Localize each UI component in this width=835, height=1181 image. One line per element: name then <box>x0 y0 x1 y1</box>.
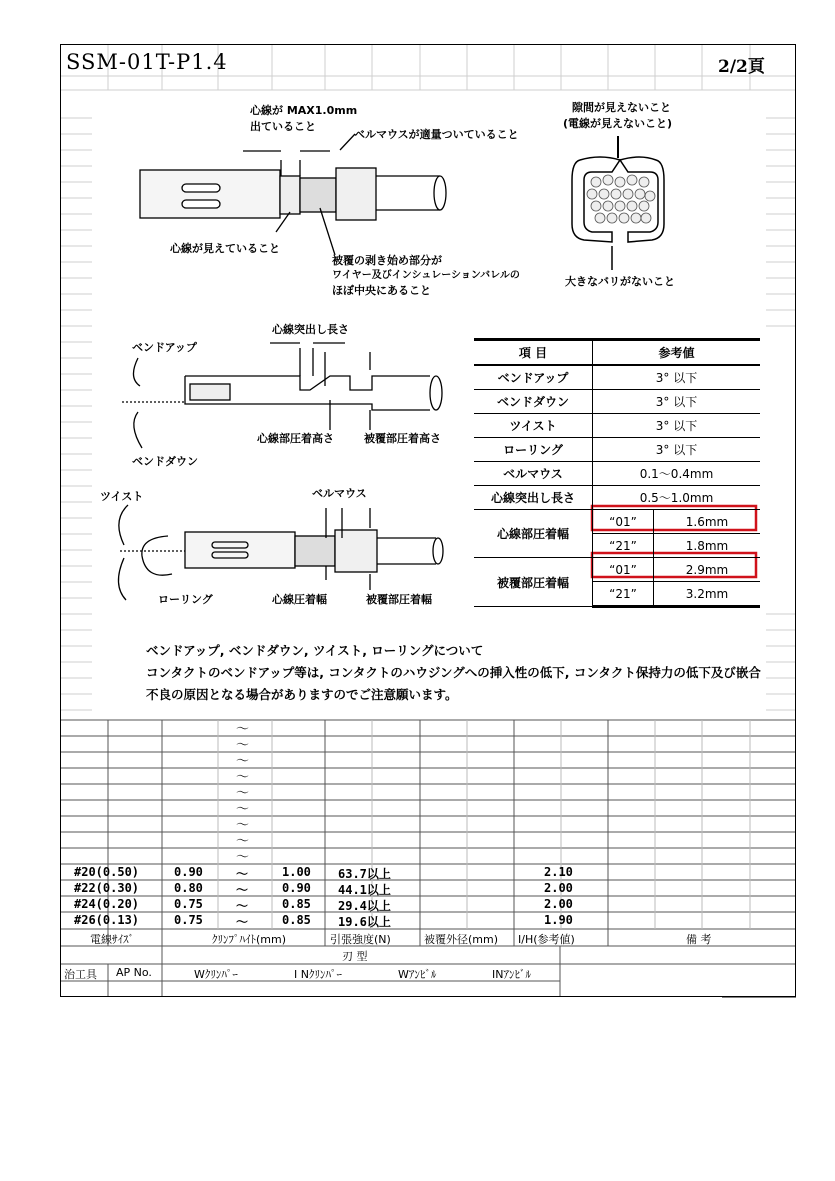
cell-od: 2.00 <box>544 881 573 895</box>
tilde-column <box>236 722 249 866</box>
label-bellmouth-ok: ベルマウスが適量ついていること <box>354 128 519 141</box>
label-core-crimp-w: 心線圧着幅 <box>272 593 327 606</box>
cell-wire: #26(0.13) <box>74 913 140 927</box>
label-bendup: ベンドアップ <box>132 341 197 354</box>
cell-od: 2.10 <box>544 865 573 879</box>
note-line: 不良の原因となる場合がありますのでご注意願います。 <box>146 687 458 702</box>
ref-code: “01” <box>593 510 654 534</box>
note-line: コンタクトのベンドアップ等は, コンタクトのハウジングへの挿入性の低下, コンタクト保持力の低下及び嵌合 <box>146 665 761 680</box>
tilde: ～ <box>236 754 250 769</box>
label-benddown: ベンドダウン <box>132 455 198 468</box>
table-row <box>60 897 796 913</box>
reference-table <box>474 338 760 608</box>
header-tool: 治工具 <box>64 968 97 981</box>
table-row <box>60 881 796 897</box>
ref-value: 3° 以下 <box>593 365 761 390</box>
ref-item-core-width: 心線部圧着幅 <box>474 510 593 558</box>
page-number: 2/2頁 <box>718 57 765 77</box>
ref-item: ベルマウス <box>474 462 593 486</box>
label-bellmouth: ベルマウス <box>312 487 367 500</box>
ref-value: 0.5～1.0mm <box>593 486 761 510</box>
ref-item: ベンドダウン <box>474 390 593 414</box>
label-strip-1: 被覆の剥き始め部分が <box>332 254 442 267</box>
tilde: ～ <box>236 738 250 753</box>
cell-wire: #22(0.30) <box>74 881 140 895</box>
header-in-anvil: INｱﾝﾋﾞﾙ <box>492 968 531 981</box>
tilde: ～ <box>236 834 250 849</box>
cell-min: 0.75 <box>174 897 203 911</box>
header-ap-no: AP No. <box>116 966 152 979</box>
tilde: ～ <box>236 786 250 801</box>
label-strip-3: ほぼ中央にあること <box>332 284 431 297</box>
cell-tilde: ～ <box>236 867 249 881</box>
table-row <box>60 913 796 929</box>
cell-tensile: 29.4以上 <box>338 899 391 913</box>
cell-wire: #20(0.50) <box>74 865 140 879</box>
cell-tensile: 44.1以上 <box>338 883 391 897</box>
label-strip-2: ワイヤー及びインシュレーションバレルの <box>332 270 520 281</box>
ref-item: ベンドアップ <box>474 365 593 390</box>
label-core-crimp-h: 心線部圧着高さ <box>257 432 334 445</box>
tilde: ～ <box>236 802 250 817</box>
header-blade: 刃 型 <box>342 950 368 963</box>
ref-item: 心線突出し長さ <box>474 486 593 510</box>
crimp-cross-section <box>572 136 664 270</box>
label-gap2: (電線が見えないこと) <box>563 117 673 130</box>
ref-value: 3.2mm <box>654 582 761 607</box>
header-w-crimper: Wｸﾘﾝﾊﾟｰ <box>194 968 238 981</box>
header-crimp-height: ｸﾘﾝﾌﾟﾊｲﾄ(mm) <box>212 933 287 946</box>
ref-value: 3° 以下 <box>593 414 761 438</box>
label-rolling: ローリング <box>158 593 213 606</box>
cell-max: 1.00 <box>282 865 311 879</box>
ref-code: “21” <box>593 582 654 607</box>
label-ins-crimp-w: 被覆部圧着幅 <box>366 593 432 606</box>
cell-od: 1.90 <box>544 913 573 927</box>
label-gap1: 隙間が見えないこと <box>572 101 671 114</box>
ref-item: ツイスト <box>474 414 593 438</box>
cell-max: 0.85 <box>282 913 311 927</box>
cell-tensile: 19.6以上 <box>338 915 391 929</box>
label-core-max: 心線が MAX1.0mm <box>250 104 358 117</box>
table-row <box>60 865 796 881</box>
header-wire-size: 電線ｻｲｽﾞ <box>90 933 134 946</box>
cell-tensile: 63.7以上 <box>338 867 391 881</box>
header-remark: 備 考 <box>686 933 712 946</box>
label-burr: 大きなバリがないこと <box>565 275 675 288</box>
label-core-protrude: 心線突出し長さ <box>272 323 349 336</box>
document-title: SSM-01T-P1.4 <box>66 50 228 74</box>
cell-od: 2.00 <box>544 897 573 911</box>
ref-value: 3° 以下 <box>593 438 761 462</box>
cell-tilde: ～ <box>236 899 249 913</box>
contact-side-top <box>140 134 446 255</box>
cell-max: 0.85 <box>282 897 311 911</box>
label-core-visible: 心線が見えていること <box>170 242 280 255</box>
ref-value: 3° 以下 <box>593 390 761 414</box>
header-in-crimper: I Nｸﾘﾝﾊﾟｰ <box>294 968 342 981</box>
label-ins-crimp-h: 被覆部圧着高さ <box>364 432 441 445</box>
label-twist: ツイスト <box>100 490 144 503</box>
cell-min: 0.90 <box>174 865 203 879</box>
cell-tilde: ～ <box>236 883 249 897</box>
header-tensile: 引張強度(N) <box>330 933 391 946</box>
cell-min: 0.75 <box>174 913 203 927</box>
ref-value: 2.9mm <box>654 558 761 582</box>
cell-max: 0.90 <box>282 881 311 895</box>
tilde: ～ <box>236 850 250 865</box>
tilde: ～ <box>236 818 250 833</box>
ref-value: 1.6mm <box>654 510 761 534</box>
ref-header-item: 項 目 <box>474 340 593 366</box>
ref-code: “21” <box>593 534 654 558</box>
ref-value: 1.8mm <box>654 534 761 558</box>
ref-code: “01” <box>593 558 654 582</box>
ref-item: ローリング <box>474 438 593 462</box>
note-line: ベンドアップ, ベンドダウン, ツイスト, ローリングについて <box>146 643 484 658</box>
contact-twist-view <box>118 505 443 600</box>
ref-value: 0.1～0.4mm <box>593 462 761 486</box>
ref-item-ins-width: 被覆部圧着幅 <box>474 558 593 607</box>
caution-note <box>146 640 761 706</box>
header-w-anvil: Wｱﾝﾋﾞﾙ <box>398 968 437 981</box>
cell-wire: #24(0.20) <box>74 897 140 911</box>
tilde: ～ <box>236 770 250 785</box>
cell-min: 0.80 <box>174 881 203 895</box>
header-ih: I/H(参考値) <box>518 933 575 946</box>
ref-header-value: 参考値 <box>593 340 761 366</box>
tilde: ～ <box>236 722 250 737</box>
label-core-max2: 出ていること <box>250 120 316 133</box>
header-outer-dia: 被覆外径(mm) <box>424 933 499 946</box>
cell-tilde: ～ <box>236 915 249 929</box>
